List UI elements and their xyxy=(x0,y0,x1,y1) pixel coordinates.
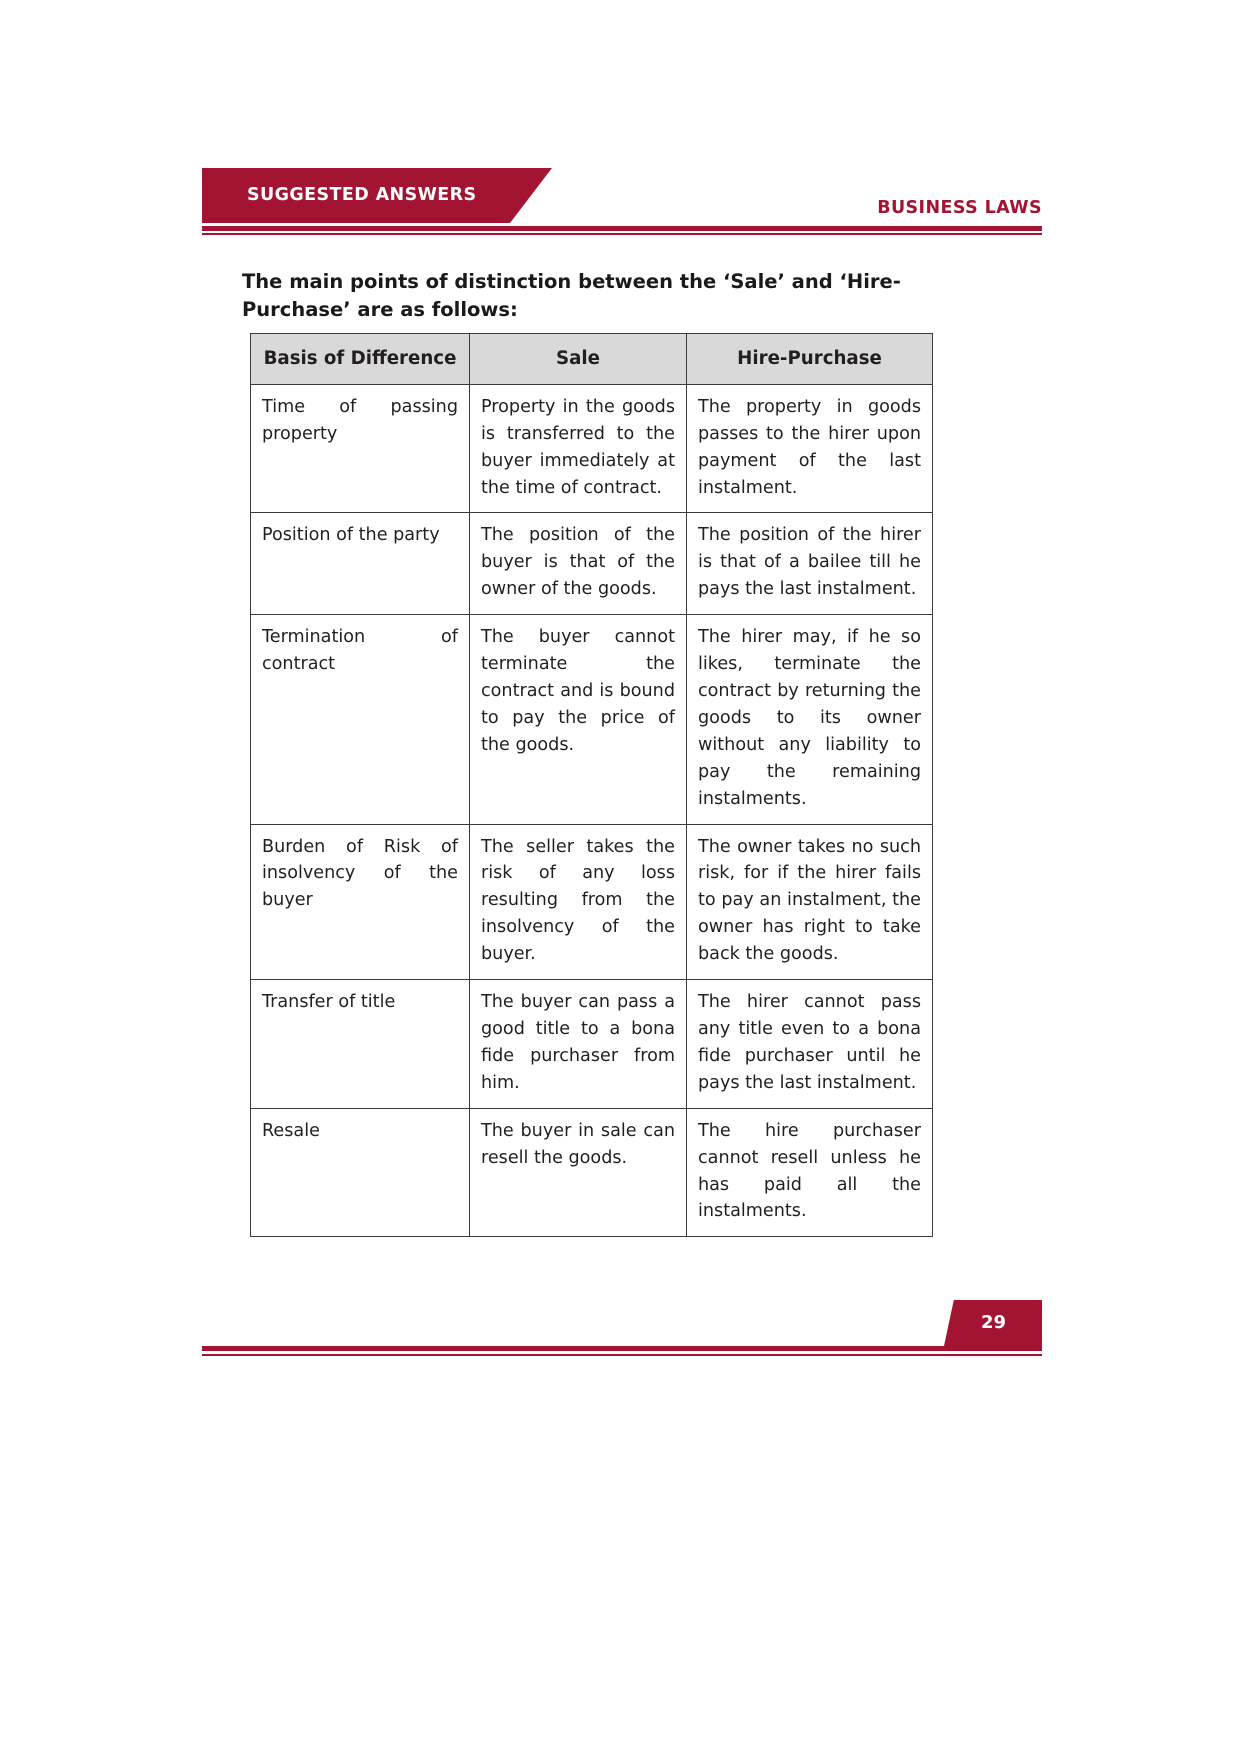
header-left-tab-label: SUGGESTED ANSWERS xyxy=(247,185,477,205)
table-header-hire-purchase: Hire-Purchase xyxy=(687,334,933,385)
header-rule-thin xyxy=(202,233,1042,235)
table-row xyxy=(251,615,933,824)
footer-rule-thick xyxy=(202,1346,1042,1351)
cell-basis: Burden of Risk of insolvency of the buyer xyxy=(251,824,470,980)
cell-sale: Property in the goods is transferred to the buyer immediately at the time of contract. xyxy=(470,384,687,513)
table-row xyxy=(251,384,933,513)
table-row xyxy=(251,1108,933,1237)
table-row xyxy=(251,824,933,980)
cell-hire-purchase: The hirer cannot pass any title even to a bona fide purchaser until he pays the last instalment. xyxy=(687,980,933,1109)
comparison-table xyxy=(250,333,933,1237)
cell-basis: Position of the party xyxy=(251,513,470,615)
header-right-label: BUSINESS LAWS xyxy=(877,198,1042,218)
table-header-sale: Sale xyxy=(470,334,687,385)
cell-hire-purchase: The position of the hirer is that of a bailee till he pays the last instalment. xyxy=(687,513,933,615)
cell-basis: Resale xyxy=(251,1108,470,1237)
cell-hire-purchase: The hirer may, if he so likes, terminate the contract by returning the goods to its owner without any liability to pay the remaining instalments. xyxy=(687,615,933,824)
cell-sale: The position of the buyer is that of the owner of the goods. xyxy=(470,513,687,615)
table-header-basis: Basis of Difference xyxy=(251,334,470,385)
cell-basis: Time of passing property xyxy=(251,384,470,513)
table-row xyxy=(251,980,933,1109)
cell-sale: The buyer can pass a good title to a bona fide purchaser from him. xyxy=(470,980,687,1109)
cell-basis: Transfer of title xyxy=(251,980,470,1109)
cell-sale: The seller takes the risk of any loss resulting from the insolvency of the buyer. xyxy=(470,824,687,980)
page-header xyxy=(202,168,1042,236)
cell-hire-purchase: The property in goods passes to the hirer upon payment of the last instalment. xyxy=(687,384,933,513)
page-number: 29 xyxy=(980,1312,1006,1333)
intro-paragraph: The main points of distinction between the ‘Sale’ and ‘Hire-Purchase’ are as follows: xyxy=(242,270,901,321)
comparison-table-wrapper xyxy=(250,333,932,1237)
page-footer xyxy=(202,1300,1042,1360)
header-rule-thick xyxy=(202,226,1042,231)
cell-sale: The buyer in sale can resell the goods. xyxy=(470,1108,687,1237)
cell-sale: The buyer cannot terminate the contract and is bound to pay the price of the goods. xyxy=(470,615,687,824)
cell-basis: Termination of contract xyxy=(251,615,470,824)
table-header-row xyxy=(251,334,933,385)
cell-hire-purchase: The owner takes no such risk, for if the hirer fails to pay an instalment, the owner has right to take back the goods. xyxy=(687,824,933,980)
cell-hire-purchase: The hire purchaser cannot resell unless he has paid all the instalments. xyxy=(687,1108,933,1237)
footer-rule-thin xyxy=(202,1354,1042,1356)
table-row xyxy=(251,513,933,615)
